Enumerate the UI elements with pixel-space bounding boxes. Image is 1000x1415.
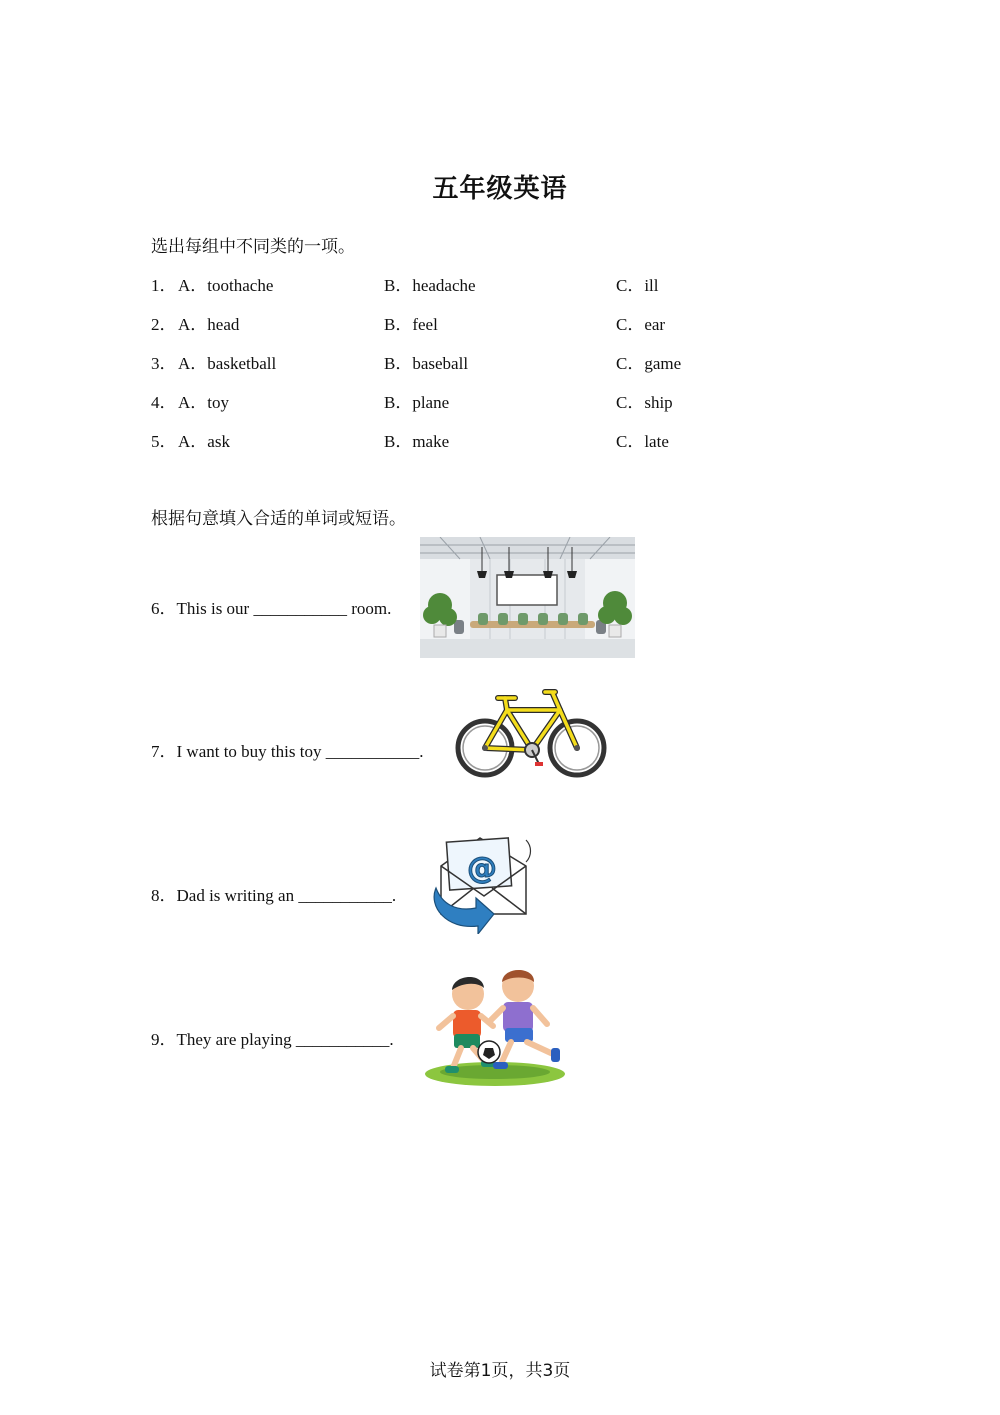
page-footer: 试卷第1页，共3页 bbox=[429, 1361, 571, 1381]
boys-playing-football-picture bbox=[423, 968, 568, 1090]
section-1-heading: 选出每组中不同类的一项。 bbox=[151, 237, 355, 257]
option-a: A．basketball bbox=[178, 354, 277, 373]
question-number: 1． bbox=[151, 276, 177, 295]
svg-text:@: @ bbox=[467, 851, 497, 886]
option-b: B．baseball bbox=[384, 354, 469, 373]
email-envelope-picture bbox=[426, 826, 534, 934]
option-b: B．headache bbox=[384, 276, 476, 295]
page-title: 五年级英语 bbox=[432, 174, 568, 204]
option-a: A．toy bbox=[178, 393, 229, 412]
question-row-1 bbox=[151, 271, 851, 295]
option-c: C．game bbox=[616, 354, 682, 373]
option-b: B．feel bbox=[384, 315, 438, 334]
question-row-2 bbox=[151, 310, 851, 334]
fill-question-9: 9．They are playing ___________. bbox=[151, 1030, 394, 1049]
question-row-3 bbox=[151, 349, 851, 373]
option-b: B．make bbox=[384, 432, 450, 451]
option-a: A．toothache bbox=[178, 276, 274, 295]
question-number: 2． bbox=[151, 315, 177, 334]
fill-question-8: 8．Dad is writing an ___________. bbox=[151, 886, 397, 905]
question-number: 3． bbox=[151, 354, 177, 373]
option-a: A．ask bbox=[178, 432, 230, 451]
option-a: A．head bbox=[178, 315, 240, 334]
option-c: C．late bbox=[616, 432, 669, 451]
fill-question-7: 7．I want to buy this toy ___________. bbox=[151, 742, 424, 761]
option-c: C．ear bbox=[616, 315, 666, 334]
section-2-heading: 根据句意填入合适的单词或短语。 bbox=[151, 509, 406, 529]
question-row-4 bbox=[151, 388, 851, 412]
bicycle-picture bbox=[455, 684, 608, 782]
question-number: 4． bbox=[151, 393, 177, 412]
option-b: B．plane bbox=[384, 393, 450, 412]
fill-question-6: 6．This is our ___________ room. bbox=[151, 599, 392, 618]
question-number: 5． bbox=[151, 432, 177, 451]
option-c: C．ship bbox=[616, 393, 673, 412]
question-row-5 bbox=[151, 427, 851, 451]
meeting-room-picture bbox=[420, 537, 635, 658]
option-c: C．ill bbox=[616, 276, 659, 295]
